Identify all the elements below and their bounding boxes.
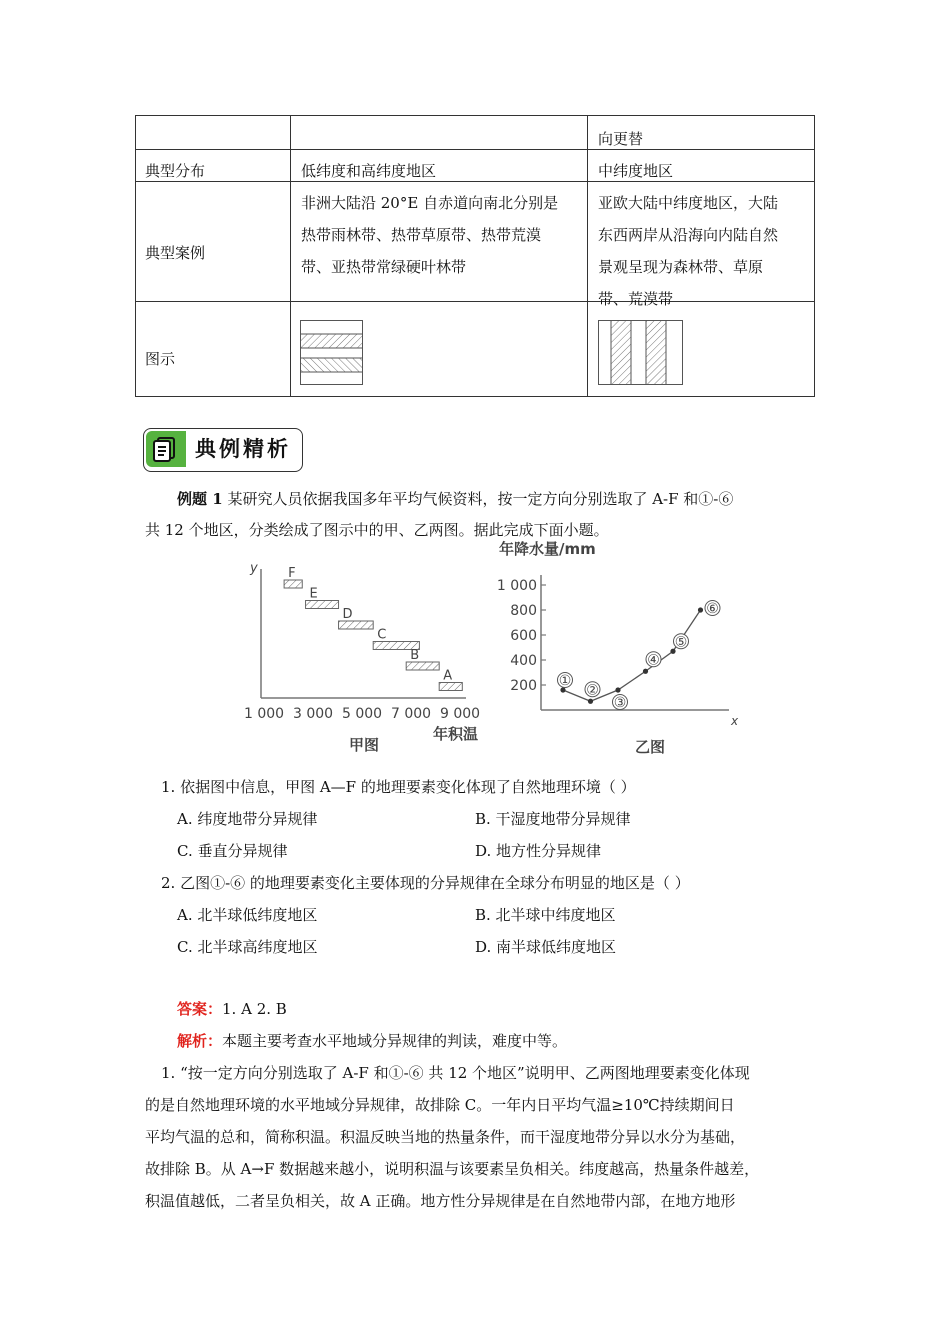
analysis-line: 的是自然地理环境的水平地域分异规律，故排除 C。一年内日平均气温≥10℃持续期间日 xyxy=(145,1096,735,1114)
chart-yi-title: 乙图 xyxy=(635,738,666,756)
chart-jia-bar-label: A xyxy=(443,668,453,684)
question-2-option-b[interactable]: B. 北半球中纬度地区 xyxy=(475,906,616,924)
question-2-option-d[interactable]: D. 南半球低纬度地区 xyxy=(475,938,617,956)
chart-yi-point-label: ② xyxy=(586,682,599,699)
example-line: 共 12 个地区，分类绘成了图示中的甲、乙两图。据此完成下面小题。 xyxy=(145,521,609,539)
chart-yi-point-label: ① xyxy=(558,673,572,689)
chart-yi-tick-label: 600 xyxy=(510,628,537,644)
question-2-option-a[interactable]: A. 北半球低纬度地区 xyxy=(177,906,318,924)
answer-text: 1. A 2. B xyxy=(222,1000,287,1018)
chart-yi-point-label: ⑤ xyxy=(674,634,688,651)
chart-yi-point-label: ③ xyxy=(613,695,627,711)
analysis-line: 故排除 B。从 A→F 数据越来越小，说明积温与该要素呈负相关。纬度越高，热量条件越差， xyxy=(145,1160,760,1178)
chart-jia-bar xyxy=(339,621,374,629)
chart-jia-tick-label: 3 000 xyxy=(293,706,334,722)
table-cell: 低纬度和高纬度地区 xyxy=(301,162,437,180)
answer-label: 答案： xyxy=(177,1000,223,1018)
chart-jia xyxy=(236,555,488,755)
chart-jia-xlabel: 年积温 xyxy=(433,725,479,743)
question-1-stem: 1. 依据图中信息，甲图 A—F 的地理要素变化体现了自然地理环境（ ） xyxy=(161,778,636,796)
chart-yi-tick-label: 200 xyxy=(510,678,537,694)
table-cell-line: 东西两岸从沿海向内陆自然 xyxy=(598,226,779,244)
table-cell-line: 带、荒漠带 xyxy=(598,290,674,308)
chart-yi-point-label: ⑥ xyxy=(706,601,719,617)
table-cell-line: 亚欧大陆中纬度地区，大陆 xyxy=(598,194,779,212)
chart-jia-bar-label: B xyxy=(410,648,420,663)
analysis-line: 1. “按一定方向分别选取了 A-F 和①-⑥ 共 12 个地区”说明甲、乙两图地理要素变化体现 xyxy=(161,1064,750,1082)
chart-jia-bar-label: C xyxy=(377,627,387,643)
chart-yi xyxy=(493,535,753,760)
answer-line xyxy=(177,998,287,1019)
question-1-option-b[interactable]: B. 干湿度地带分异规律 xyxy=(475,810,631,828)
section-title: 典例精析 xyxy=(195,437,291,461)
question-2-option-c[interactable]: C. 北半球高纬度地区 xyxy=(177,938,318,956)
question-2-stem: 2. 乙图①-⑥ 的地理要素变化主要体现的分异规律在全球分布明显的地区是（ ） xyxy=(161,874,690,892)
analysis-line: 平均气温的总和，简称积温。积温反映当地的热量条件，而干湿度地带分异以水分为基础， xyxy=(145,1128,746,1146)
chart-yi-tick-label: 400 xyxy=(510,653,537,669)
table-row-label: 典型分布 xyxy=(145,162,206,180)
chart-jia-bar xyxy=(306,601,339,609)
longitudinal-zonation-diagram xyxy=(598,320,684,386)
latitudinal-zonation-diagram xyxy=(300,320,364,386)
table-row-label: 典型案例 xyxy=(145,244,206,262)
question-1-option-c[interactable]: C. 垂直分异规律 xyxy=(177,842,288,860)
table-cell-line: 非洲大陆沿 20°E 自赤道向南北分别是 xyxy=(301,194,559,212)
chart-yi-point xyxy=(615,687,620,692)
analysis-line: 积温值越低，二者呈负相关，故 A 正确。地方性分异规律是在自然地带内部，在地方地形 xyxy=(145,1192,736,1210)
chart-jia-bar xyxy=(439,683,462,691)
table-cell-line: 景观呈现为森林带、草原 xyxy=(598,258,764,276)
example-text: 某研究人员依据我国多年平均气候资料，按一定方向分别选取了 A-F 和①-⑥ xyxy=(227,490,734,508)
table-row-label: 图示 xyxy=(145,350,176,368)
chart-yi-point xyxy=(643,669,648,674)
analysis-label: 解析： xyxy=(177,1032,223,1050)
table-cell-line: 带、亚热带常绿硬叶林带 xyxy=(301,258,467,276)
chart-jia-bar-label: F xyxy=(288,566,296,581)
example-line xyxy=(177,488,733,509)
chart-jia-bar-label: D xyxy=(342,607,353,622)
analysis-intro: 本题主要考查水平地域分异规律的判读，难度中等。 xyxy=(222,1032,568,1050)
chart-jia-bar xyxy=(284,580,302,588)
question-1-option-a[interactable]: A. 纬度地带分异规律 xyxy=(177,810,318,828)
table-cell: 中纬度地区 xyxy=(598,162,674,180)
chart-yi-xlabel: x xyxy=(731,714,739,728)
chart-yi-point xyxy=(588,699,593,704)
chart-yi-tick-label: 1 000 xyxy=(496,578,537,594)
chart-jia-ylabel: y xyxy=(250,561,258,576)
chart-jia-tick-label: 5 000 xyxy=(342,706,383,722)
chart-yi-point-label: ④ xyxy=(647,652,660,669)
example-label: 例题 1 xyxy=(177,490,223,508)
chart-jia-title: 甲图 xyxy=(349,736,380,754)
chart-yi-ylabel: 年降水量/mm xyxy=(499,540,596,558)
chart-yi-tick-label: 800 xyxy=(510,603,537,619)
section-heading xyxy=(143,428,303,472)
chart-yi-point xyxy=(698,607,703,612)
document-icon xyxy=(153,437,179,463)
question-1-option-d[interactable]: D. 地方性分异规律 xyxy=(475,842,602,860)
chart-jia-tick-label: 9 000 xyxy=(440,706,481,722)
zonation-table xyxy=(135,115,815,397)
chart-jia-bar-label: E xyxy=(309,586,318,602)
chart-yi-series-line xyxy=(563,610,701,701)
chart-yi-axes xyxy=(541,575,729,710)
chart-jia-tick-label: 7 000 xyxy=(391,706,432,722)
table-cell: 向更替 xyxy=(598,130,644,148)
chart-jia-bar xyxy=(406,662,439,670)
analysis-intro-line xyxy=(177,1030,567,1051)
chart-jia-tick-label: 1 000 xyxy=(244,706,285,722)
table-cell-line: 热带雨林带、热带草原带、热带荒漠 xyxy=(301,226,542,244)
